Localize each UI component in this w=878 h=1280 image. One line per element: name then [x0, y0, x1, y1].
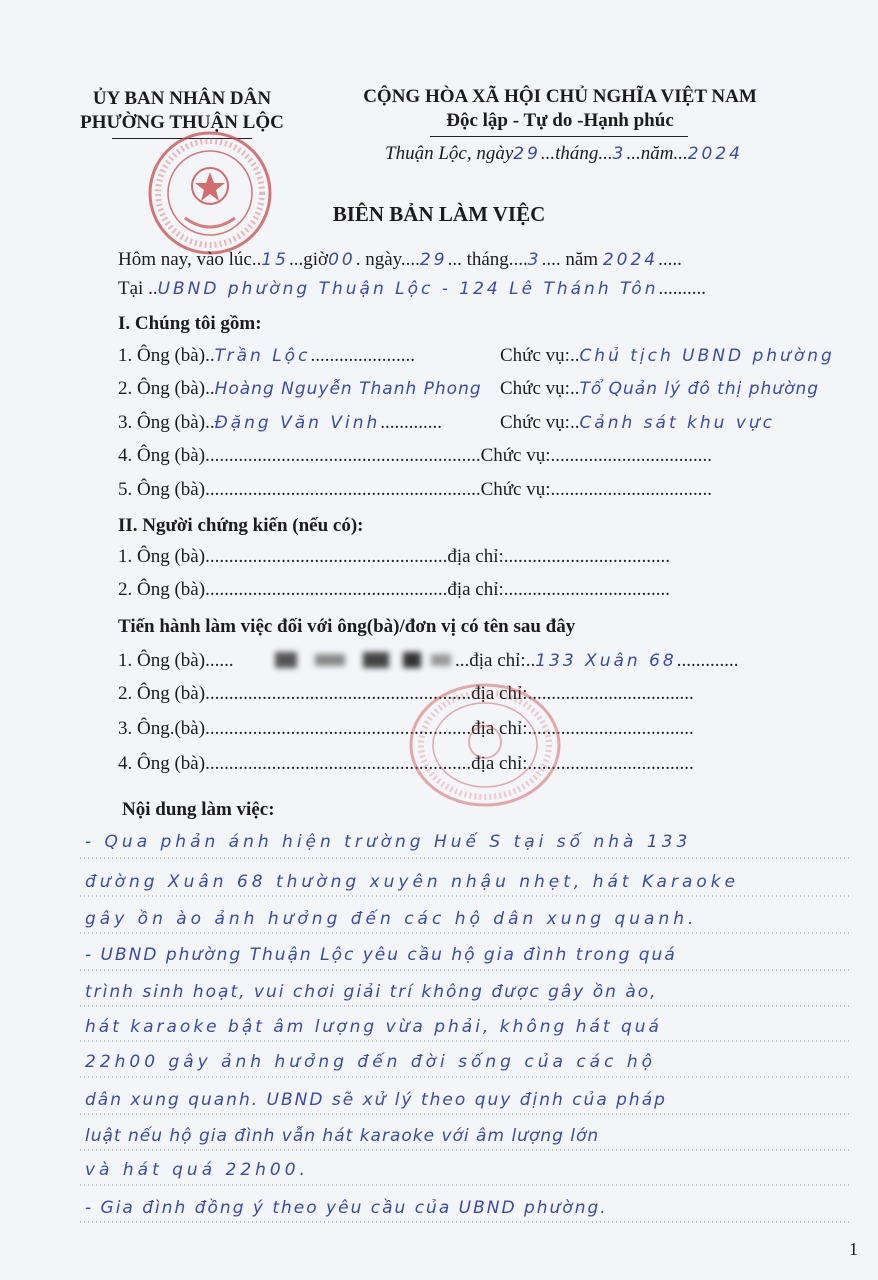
content-line: và hát quá 22h00. [85, 1160, 309, 1180]
content-line: - Qua phản ánh hiện trường Huế S tại số nhà 133 [85, 832, 692, 852]
section2-heading: II. Người chứng kiến (nếu có): [118, 515, 364, 536]
section1-heading: I. Chúng tôi gồm: [118, 313, 262, 334]
time-year-label: năm [565, 249, 599, 270]
time-month: 3 [527, 250, 542, 270]
national-title: CỘNG HÒA XÃ HỘI CHỦ NGHĨA VIỆT NAM [363, 86, 757, 107]
member-name: Trần Lộc [214, 346, 311, 366]
content-line: dân xung quanh. UBND sẽ xử lý theo quy định của pháp [85, 1090, 667, 1110]
place-value: UBND phường Thuận Lộc - 124 Lê Thánh Tôn [157, 279, 659, 299]
motto-underline [430, 136, 688, 137]
date-year-label: năm [640, 143, 674, 164]
time-minute: 00 [328, 250, 356, 270]
subject-addr-row: ...địa chỉ:..133 Xuân 68............. [455, 650, 739, 671]
place-line: Tại ..UBND phường Thuận Lộc - 124 Lê Thánh Tôn.......... [118, 278, 706, 299]
subject-row: 1. Ông (bà)...... [118, 650, 234, 671]
content-heading: Nội dung làm việc: [122, 799, 275, 820]
date-prefix: Thuận Lộc, ngày [385, 143, 514, 164]
official-seal-top [145, 128, 275, 258]
member-row: 3. Ông (bà)..Đặng Văn Vinh............. [118, 412, 442, 433]
place-label: Tại [118, 278, 144, 299]
content-line: - UBND phường Thuận Lộc yêu cầu hộ gia đình trong quá [85, 945, 677, 965]
page-number: 1 [849, 1239, 858, 1259]
time-year: 2024 [602, 250, 659, 270]
section3-heading: Tiến hành làm việc đối với ông(bà)/đơn vị có tên sau đây [118, 616, 576, 637]
date-year: 2024 [687, 144, 743, 164]
witness-row: 1. Ông (bà)...................................................địa chỉ:................................... [118, 546, 671, 567]
writing-guides [80, 820, 860, 1240]
subject-row: 3. Ông.(bà)........................................................địa chỉ:................................... [118, 718, 694, 739]
issuer-line1: ỦY BAN NHÂN DÂN [92, 88, 272, 109]
member-row: 4. Ông (bà)..........................................................Chức vụ:.................................. [118, 445, 712, 466]
member-name: Đặng Văn Vinh [214, 413, 381, 433]
content-line: gây ồn ào ảnh hưởng đến các hộ dân xung quanh. [85, 909, 698, 929]
document-title: BIÊN BẢN LÀM VIỆC [332, 202, 546, 226]
member-role-row: Chức vụ:..Tổ Quản lý đô thị phường [500, 378, 820, 399]
member-role: Chủ tịch UBND phường [579, 346, 835, 366]
witness-row: 2. Ông (bà)...................................................địa chỉ:................................... [118, 579, 671, 600]
content-line: 22h00 gây ảnh hưởng đến đời sống của các hộ [85, 1052, 657, 1072]
date-month-label: tháng [555, 143, 599, 164]
member-role-row: Chức vụ:..Chủ tịch UBND phường [500, 345, 835, 366]
content-line: luật nếu hộ gia đình vẫn hát karaoke với âm lượng lớn [85, 1126, 600, 1146]
member-row: 5. Ông (bà)..........................................................Chức vụ:.................................. [118, 479, 712, 500]
date-month: 3 [612, 144, 627, 164]
date-day: 29 [513, 144, 541, 164]
content-line: đường Xuân 68 thường xuyên nhậu nhẹt, hát Karaoke [85, 872, 740, 892]
subject-row: 4. Ông (bà)........................................................địa chỉ:................................... [118, 753, 694, 774]
time-prefix: Hôm nay, vào lúc [118, 249, 252, 270]
time-hour: 15 [261, 250, 289, 270]
member-row: 2. Ông (bà)..Hoàng Nguyễn Thanh Phong [118, 378, 482, 399]
member-role: Cảnh sát khu vực [579, 413, 776, 433]
member-role-row: Chức vụ:..Cảnh sát khu vực [500, 412, 776, 433]
member-role: Tổ Quản lý đô thị phường [579, 379, 820, 399]
official-seal-faded [405, 680, 565, 810]
content-line: - Gia đình đồng ý theo yêu cầu của UBND phường. [85, 1198, 608, 1218]
time-line: Hôm nay, vào lúc..15...giờ00. ngày....29... tháng....3.... năm 2024..... [118, 249, 682, 270]
subject-address: 133 Xuân 68 [535, 651, 677, 671]
time-day: 29 [419, 250, 448, 270]
time-month-label: tháng [466, 249, 509, 270]
subject-row: 2. Ông (bà)........................................................địa chỉ:................................... [118, 683, 694, 704]
member-row: 1. Ông (bà)..Trần Lộc...................... [118, 345, 415, 366]
content-line: trình sinh hoạt, vui chơi giải trí không được gây ồn ào, [85, 982, 658, 1002]
time-day-label: ngày [365, 249, 401, 270]
date-line: Thuận Lộc, ngày29...tháng...3...năm...2024 [385, 143, 743, 164]
member-name: Hoàng Nguyễn Thanh Phong [214, 379, 482, 399]
content-line: hát karaoke bật âm lượng vừa phải, không hát quá [85, 1017, 662, 1037]
issuer-line2: PHƯỜNG THUẬN LỘC [80, 112, 284, 133]
time-hour-label: giờ [303, 249, 329, 270]
national-motto: Độc lập - Tự do -Hạnh phúc [446, 110, 674, 131]
redacted-name [275, 648, 455, 670]
